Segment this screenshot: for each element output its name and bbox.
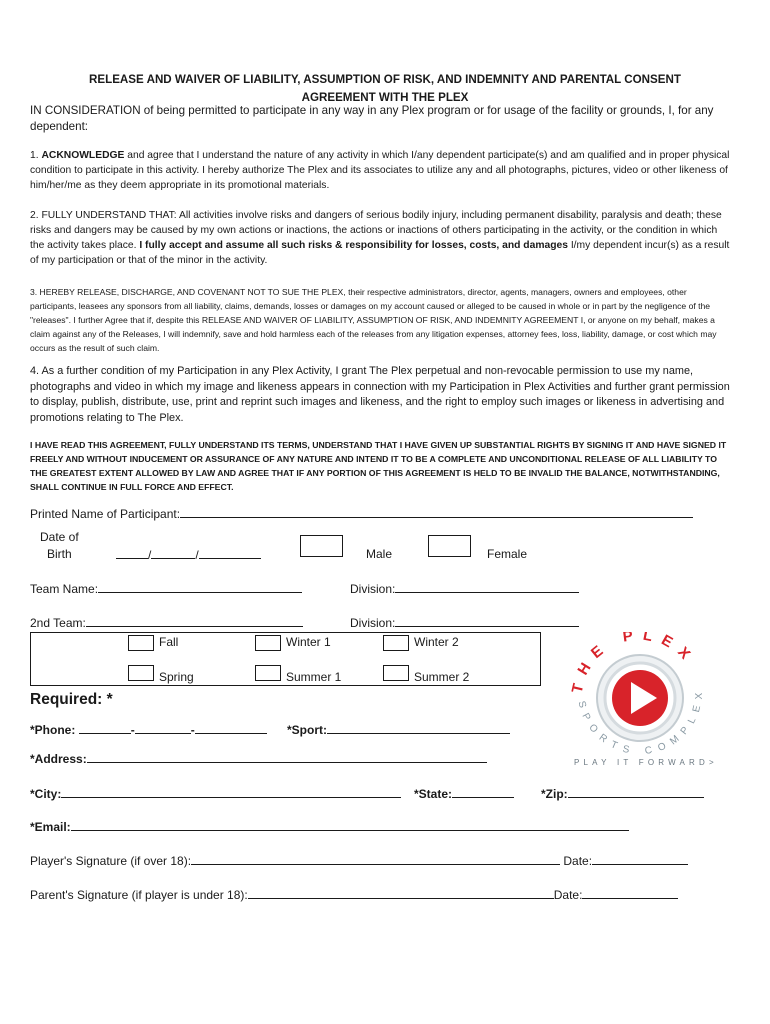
male-label: Male xyxy=(366,547,393,561)
email-input[interactable] xyxy=(71,818,629,831)
dob-day-input[interactable] xyxy=(151,546,195,559)
parent-signature-row xyxy=(30,886,678,903)
email-row xyxy=(30,818,629,835)
email-label: *Email: xyxy=(30,820,71,834)
dob-label-line2: Birth xyxy=(47,547,72,561)
city-label: *City: xyxy=(30,787,62,801)
paragraph-release: 3. HEREBY RELEASE, DISCHARGE, AND COVENANT NOT TO SUE THE PLEX, their respective administrators, director, agents, managers, owners and employees, other participants, leasees any sponsors from all liability, claims, demands, losses or damages on my account caused or alleged to be caused in whole or in part by the negligence of the "releases". I further Agree that if, despite this RELEASE AND WAIVER OF LIABILITY, ASSUMPTION OF RISK, AND INDEMNITY AGREEMENT I, or anyone on my behalf, makes a claim against any of the Releases, I will indemnify, save and hold harmless each of the releases from any litigation expenses, attorney fees, loss, liability, damage, or cost which may occurs as the result of such claim. xyxy=(30,287,717,353)
para1-bold: ACKNOWLEDGE xyxy=(41,150,125,161)
summer2-label: Summer 2 xyxy=(414,670,470,684)
team-name-label: Team Name: xyxy=(30,582,99,596)
female-checkbox[interactable] xyxy=(428,535,471,557)
city-row xyxy=(30,785,401,802)
city-input[interactable] xyxy=(61,785,401,798)
phone-dash-1: - xyxy=(130,723,135,737)
sport-row xyxy=(287,721,510,738)
phone-label: *Phone: xyxy=(30,723,76,737)
phone-dash-2: - xyxy=(190,723,195,737)
fall-label: Fall xyxy=(159,635,179,649)
title-line-1: RELEASE AND WAIVER OF LIABILITY, ASSUMPTION OF RISK, AND INDEMNITY AND PARENTAL CONSENT xyxy=(89,73,681,86)
parent-signature-input[interactable] xyxy=(248,886,554,899)
summer1-label: Summer 1 xyxy=(286,670,342,684)
state-label: *State: xyxy=(414,787,453,801)
parent-date-input[interactable] xyxy=(582,886,678,899)
spring-checkbox[interactable] xyxy=(128,665,154,681)
phone-prefix-input[interactable] xyxy=(135,721,191,734)
second-team-label: 2nd Team: xyxy=(30,616,86,630)
dob-year-input[interactable] xyxy=(199,546,261,559)
document-title xyxy=(40,71,730,107)
player-signature-label: Player's Signature (if over 18): xyxy=(30,854,192,868)
division-row xyxy=(350,580,579,597)
team-name-input[interactable] xyxy=(98,580,302,593)
player-signature-input[interactable] xyxy=(191,852,560,865)
winter1-label: Winter 1 xyxy=(286,635,331,649)
female-label: Female xyxy=(487,547,528,561)
plex-logo-graphic xyxy=(560,632,720,762)
printed-name-input[interactable] xyxy=(180,505,693,518)
winter2-label: Winter 2 xyxy=(414,635,459,649)
required-heading: Required: * xyxy=(30,691,113,708)
plex-logo xyxy=(560,632,720,777)
winter1-checkbox[interactable] xyxy=(255,635,281,651)
division2-row xyxy=(350,614,579,631)
title-line-2: AGREEMENT WITH THE PLEX xyxy=(301,91,469,104)
phone-area-input[interactable] xyxy=(79,721,131,734)
division2-label: Division: xyxy=(350,616,396,630)
dob-input xyxy=(116,546,261,563)
address-row xyxy=(30,750,487,767)
player-date-label: Date: xyxy=(563,854,593,868)
phone-line-input[interactable] xyxy=(195,721,267,734)
player-signature-row xyxy=(30,852,688,869)
parent-date-label: Date: xyxy=(553,888,583,902)
sport-input[interactable] xyxy=(327,721,510,734)
paragraph-acknowledge xyxy=(30,148,730,193)
para2-rest: I/my dependent incur(s) as a result of my participation or that of the minor in the activity. xyxy=(30,240,730,266)
team-name-row xyxy=(30,580,302,597)
dob-separator-2: / xyxy=(195,548,199,562)
division2-input[interactable] xyxy=(395,614,579,627)
para1-text: and agree that I understand the nature of any activity in which I/any dependent participate(s) and am qualified and in proper physical condition to participate in this activity. I hereby authorize The Plex and its associates to utilize any and all photographs, pictures, video or other likeness of him/her/me as they deem appropriate in its promotional materials. xyxy=(30,150,730,191)
player-date-input[interactable] xyxy=(592,852,688,865)
summer2-checkbox[interactable] xyxy=(383,665,409,681)
dob-month-input[interactable] xyxy=(116,546,148,559)
logo-tagline: PLAY IT FORWARD> xyxy=(574,758,718,767)
printed-name-label: Printed Name of Participant: xyxy=(30,507,181,521)
paragraph-permission: 4. As a further condition of my Participation in any Plex Activity, I grant The Plex perpetual and non-revocable permission to use my name, photographs and video in which my image and likeness appears in connection with my Participation in Plex Activities and further grant permission to display, publish, distribute, use, print and reprint such images and likeness, and the right to employ such images or likeness in advertising and promotions relating to The Plex. xyxy=(30,365,730,424)
state-row xyxy=(414,785,514,802)
zip-row xyxy=(541,785,704,802)
state-input[interactable] xyxy=(452,785,514,798)
fall-checkbox[interactable] xyxy=(128,635,154,651)
winter2-checkbox[interactable] xyxy=(383,635,409,651)
phone-row xyxy=(30,721,267,738)
parent-signature-label: Parent's Signature (if player is under 18): xyxy=(30,888,248,902)
acknowledgement-statement: I HAVE READ THIS AGREEMENT, FULLY UNDERSTAND ITS TERMS, UNDERSTAND THAT I HAVE GIVEN UP SUBSTANTIAL RIGHTS BY SIGNING IT AND HAVE SIGNED IT FREELY AND WITHOUT INDUCEMENT OR ASSURANCE OF ANY NATURE AND INTEND IT TO BE A COMPLETE AND UNCONDITIONAL RELEASE OF ALL LIABILITY TO THE GREATEST EXTENT ALLOWED BY LAW AND AGREE THAT IF ANY PORTION OF THIS AGREEMENT IS HELD TO BE INVALID THE BALANCE, NOTWITHSTANDING, SHALL CONTINUE IN FULL FORCE AND EFFECT. xyxy=(30,440,727,492)
dob-label-line1: Date of xyxy=(40,530,79,544)
address-label: *Address: xyxy=(30,752,87,766)
second-team-input[interactable] xyxy=(86,614,303,627)
address-input[interactable] xyxy=(87,750,487,763)
male-checkbox[interactable] xyxy=(300,535,343,557)
logo-top-text: THE PLEX xyxy=(568,632,700,695)
summer1-checkbox[interactable] xyxy=(255,665,281,681)
division-input[interactable] xyxy=(395,580,579,593)
paragraph-understand xyxy=(30,208,730,268)
spring-label: Spring xyxy=(159,670,194,684)
dob-separator-1: / xyxy=(148,548,152,562)
para2-bold: I fully accept and assume all such risks & responsibility for losses, costs, and damages xyxy=(139,240,568,251)
second-team-row xyxy=(30,614,303,631)
zip-label: *Zip: xyxy=(541,787,568,801)
sport-label: *Sport: xyxy=(287,723,327,737)
printed-name-row xyxy=(30,505,693,522)
para1-number: 1. xyxy=(30,150,42,161)
zip-input[interactable] xyxy=(568,785,704,798)
division-label: Division: xyxy=(350,582,396,596)
logo-bottom-text: SPORTS COMPLEX xyxy=(575,685,706,758)
para2-text: 2. FULLY UNDERSTAND THAT: All activities involve risks and dangers of serious bodily injury, including permanent disability, paralysis and death; these risks and dangers may be caused by my own actions or inactions, the actions or inactions of others participating in the activity, or the condition in which the activity takes place. xyxy=(30,210,722,251)
intro-paragraph: IN CONSIDERATION of being permitted to participate in any way in any Plex program or for usage of the facility or grounds, I, for any dependent: xyxy=(30,104,714,133)
